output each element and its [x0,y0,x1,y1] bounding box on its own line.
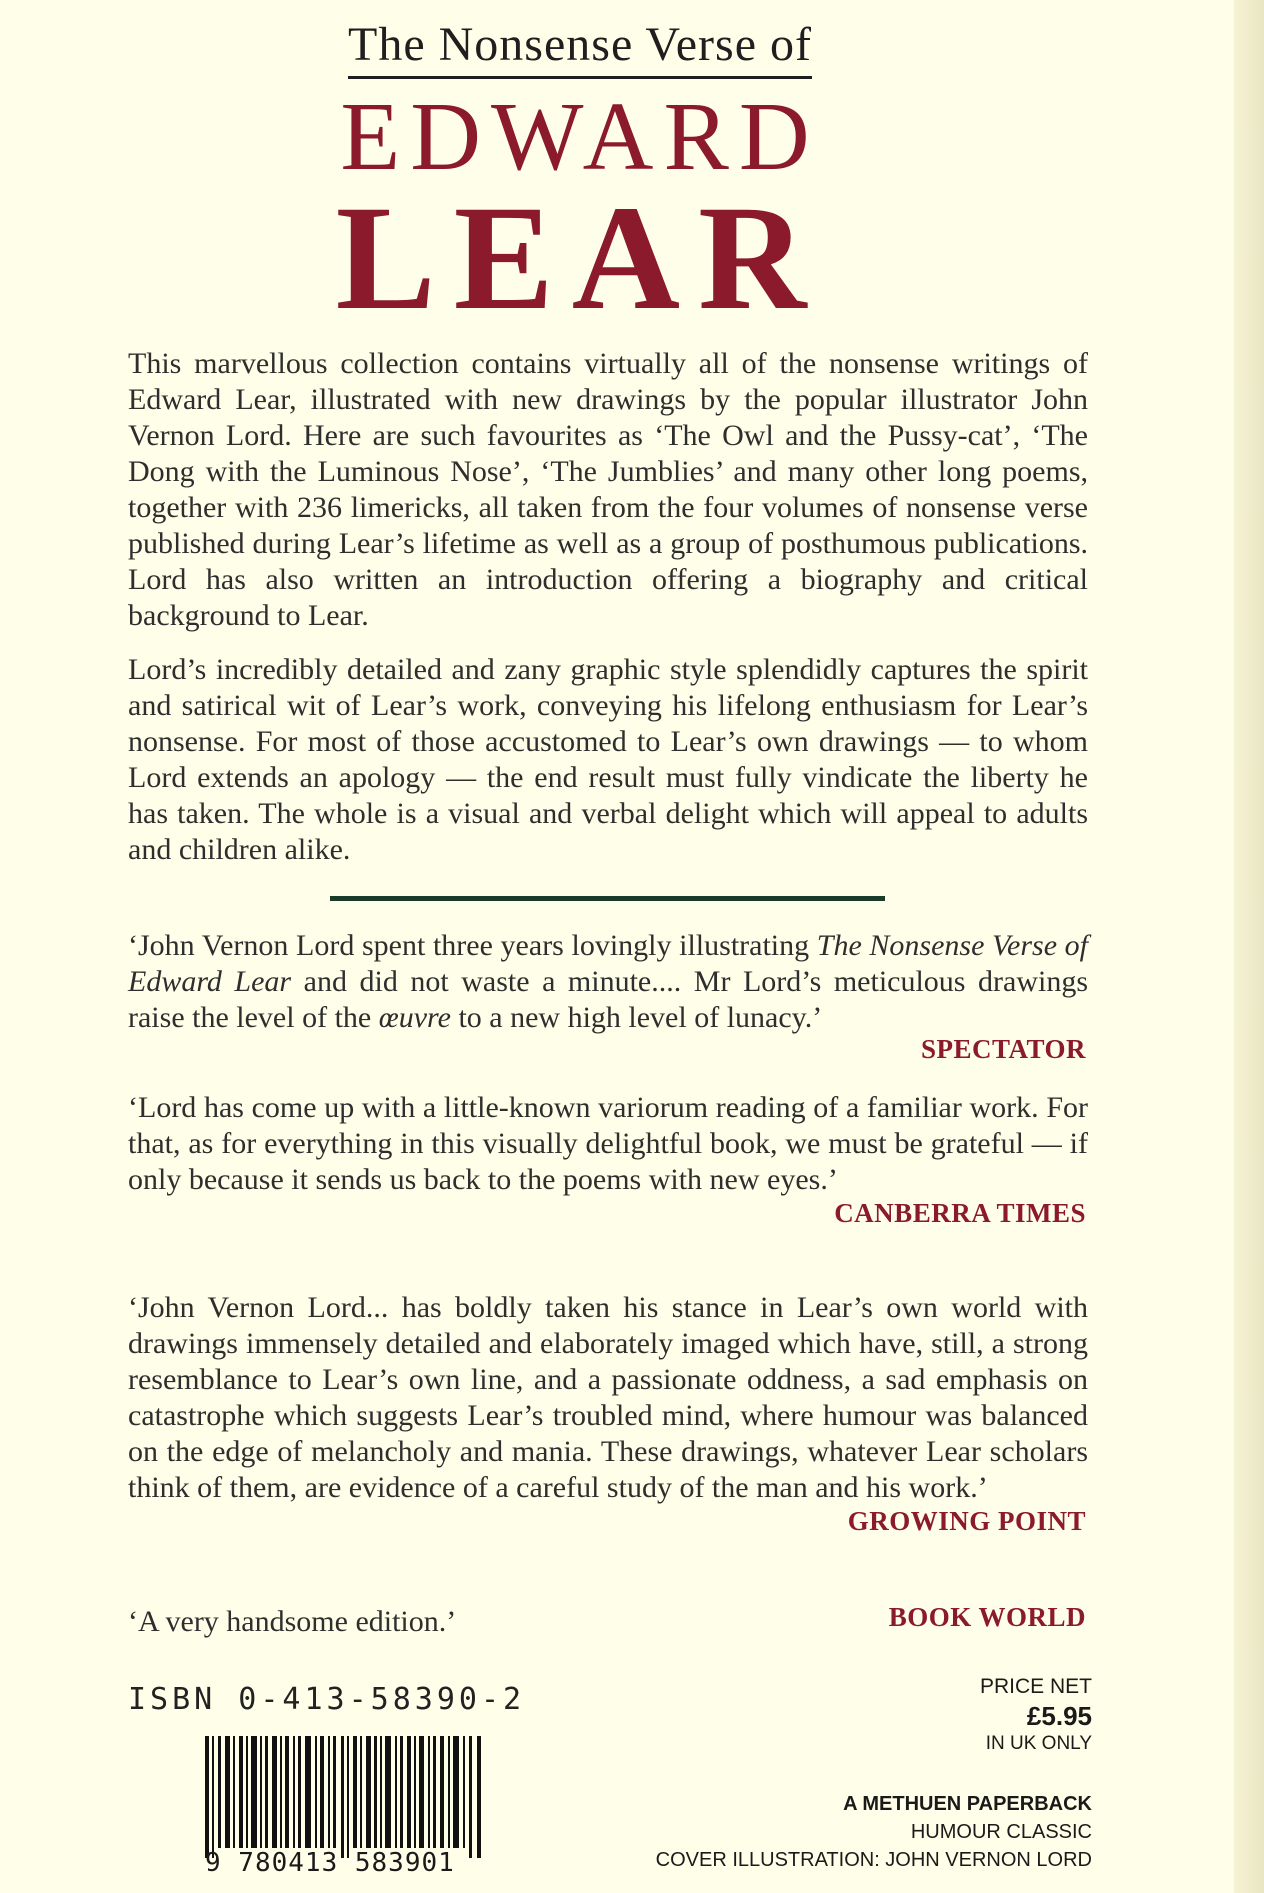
cover-subtitle: The Nonsense Verse of [348,18,812,79]
review-quote-1 [128,928,1088,1036]
review-source-3: GROWING POINT [847,1506,1086,1536]
review-source-2: CANBERRA TIMES [834,1198,1086,1228]
price-amount: £5.95 [1026,1701,1092,1731]
page-edge [1234,0,1264,1893]
review-1-text-c: to a new high level of lunacy.’ [450,1001,823,1034]
publisher-block [656,1790,1092,1874]
review-source-4: BOOK WORLD [888,1602,1086,1632]
divider-rule [330,896,885,901]
title-block [300,18,860,341]
review-1-text-b: and did not waste a minute.... Mr Lord’s meticulous drawings raise the level of the [128,965,1088,1034]
publisher-line-3: COVER ILLUSTRATION: JOHN VERNON LORD [655,1849,1092,1871]
review-1-text-a: ‘John Vernon Lord spent three years lovingly illustrating [128,929,817,962]
barcode-digits: 9 780413 583901 [205,1848,455,1878]
review-quote-3: ‘John Vernon Lord... has boldly taken his stance in Lear’s own world with drawings immensely detailed and elaborately imaged which have, still, a strong resemblance to Lear’s own line, and a passionate oddness, a sad emphasis on catastrophe which suggests Lear’s troubled mind, where humour was balanced on the edge of melancholy and mania. These drawings, whatever Lear scholars think of them, are evidence of a careful study of the man and his work.’ [128,1291,1088,1504]
cover-title-first: EDWARD [340,83,820,191]
review-source-1: SPECTATOR [920,1034,1086,1064]
price-label: PRICE NET [979,1675,1092,1698]
review-quote-2: ‘Lord has come up with a little-known variorum reading of a familiar work. For that, as for everything in this visually delightful book, we must be grateful — if only because it sends us back to the poems with new eyes.’ [128,1091,1088,1196]
review-quote-4: ‘A very handsome edition.’ [128,1605,457,1638]
price-block [980,1674,1092,1756]
publisher-line-1: A METHUEN PAPERBACK [843,1793,1092,1815]
blurb-paragraph-1: This marvellous collection contains virtually all of the nonsense writings of Edward Lear, illustrated with new drawings by the popular illustrator John Vernon Lord. Here are such favourites as ‘The Owl and the Pussy-cat’, ‘The Dong with the Luminous Nose’, ‘The Jumblies’ and many other long poems, together with 236 limericks, all taken from the four volumes of nonsense verse published during Lear’s lifetime as well as a group of posthumous publications. Lord has also written an introduction offering a biography and critical background to Lear. [128,347,1088,632]
cover-title-last: LEAR [335,175,825,341]
publisher-line-2: HUMOUR CLASSIC [910,1821,1092,1843]
blurb-paragraph-2: Lord’s incredibly detailed and zany graphic style splendidly captures the spirit and satirical wit of Lear’s work, conveying his lifelong enthusiasm for Lear’s nonsense. For most of those accustomed to Lear’s own drawings — to whom Lord extends an apology — the end result must fully vindicate the liberty he has taken. The whole is a visual and verbal delight which will appeal to adults and children alike. [128,653,1088,866]
barcode-image [205,1736,485,1858]
isbn-number: ISBN 0-413-58390-2 [128,1682,526,1717]
review-1-book-title: The Nonsense Verse of Edward Lear [128,929,1089,998]
price-region: IN UK ONLY [985,1733,1092,1754]
review-1-oeuvre: œuvre [378,1001,451,1034]
